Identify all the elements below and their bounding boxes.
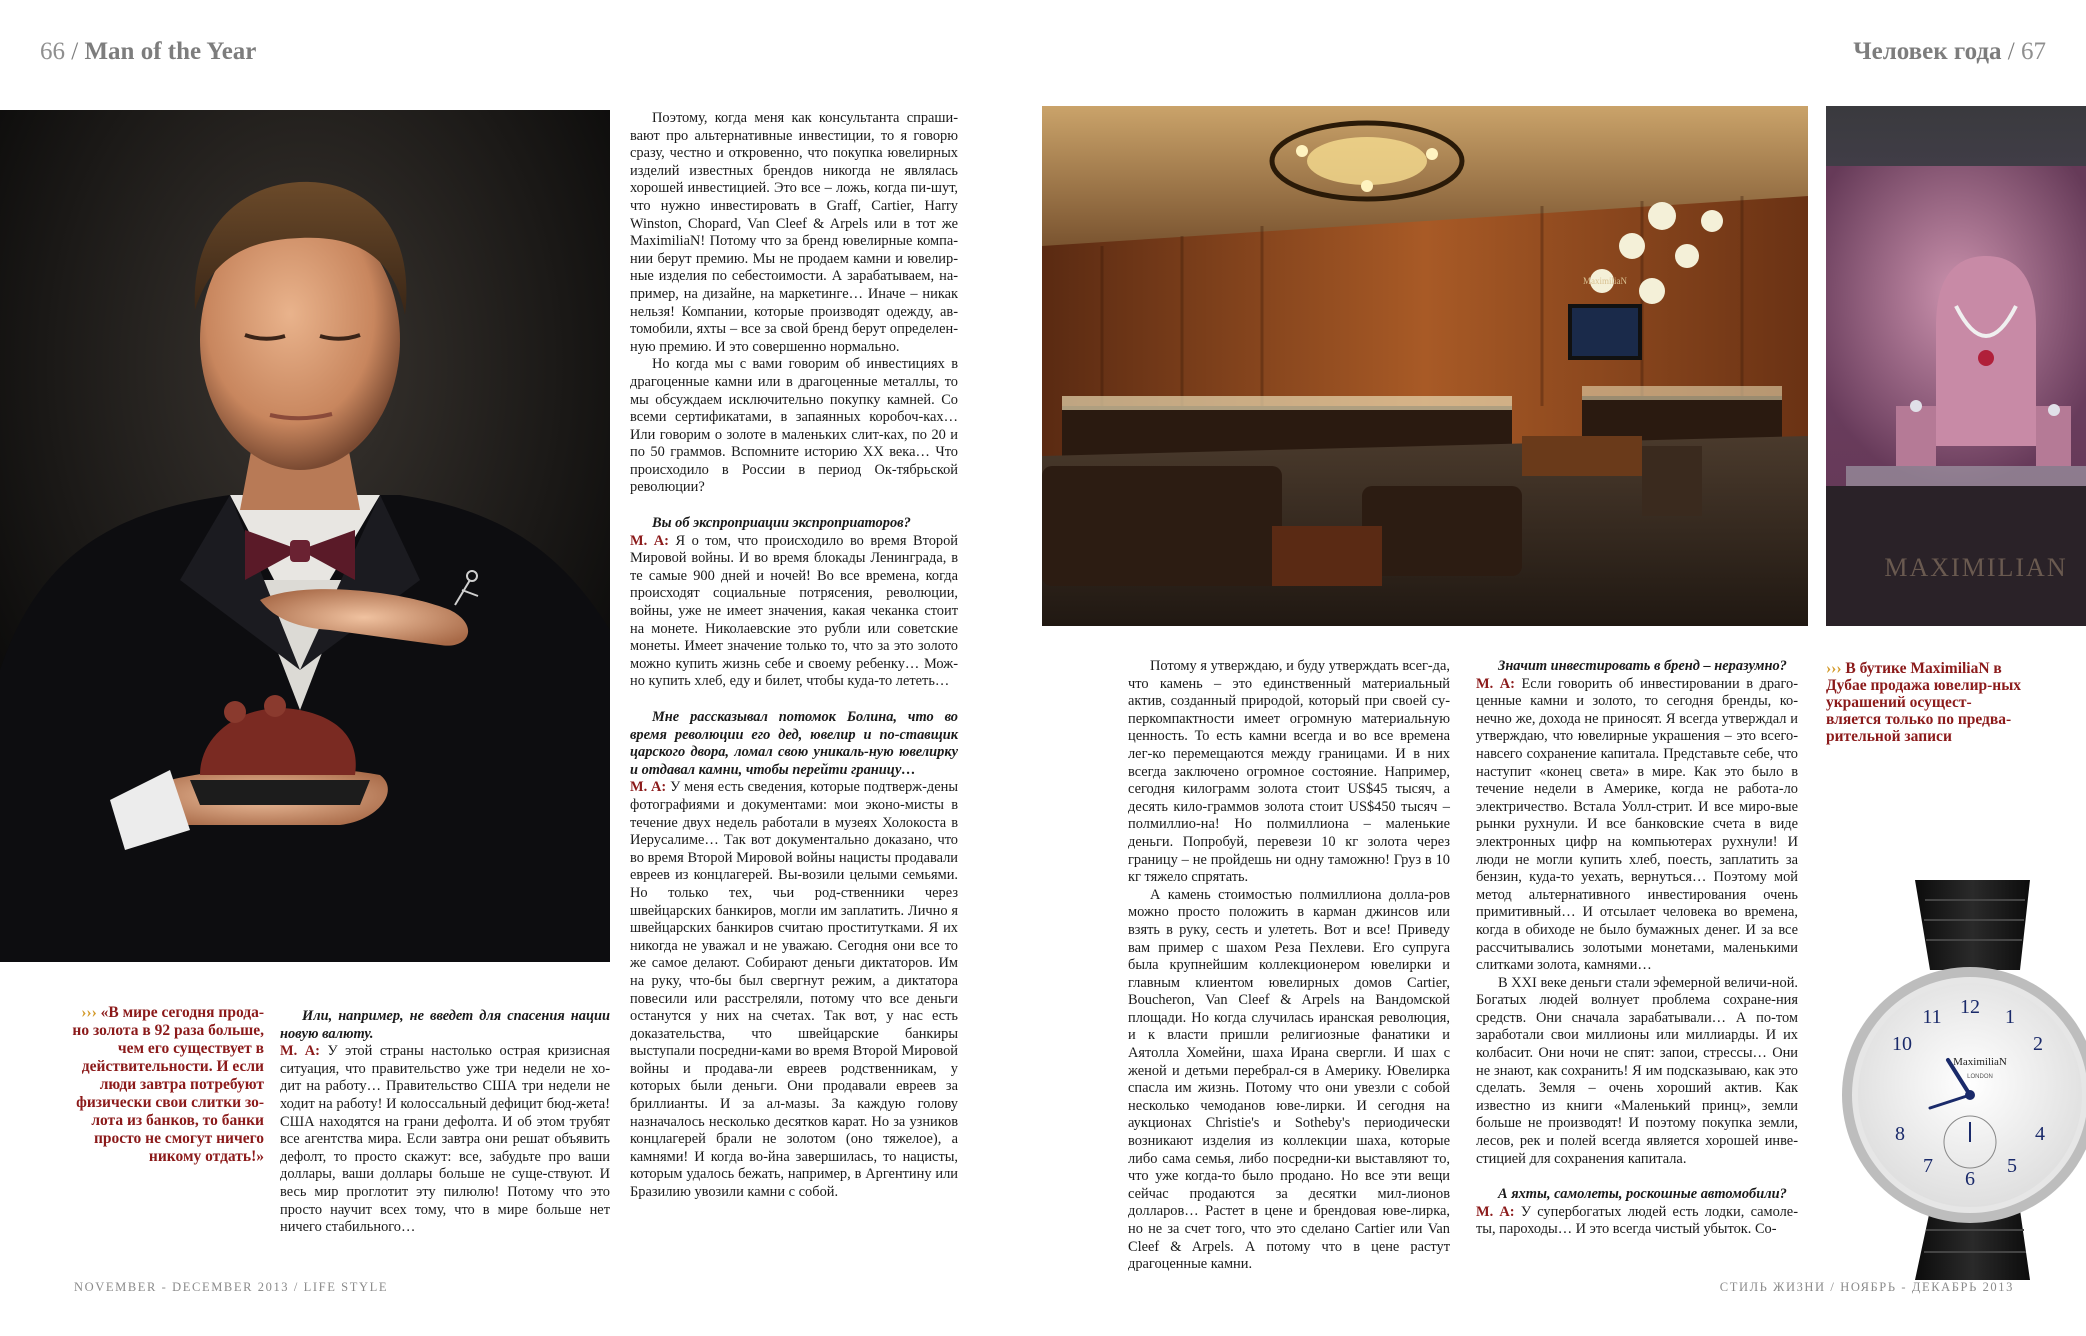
speaker-label: М. А: [280,1043,320,1060]
paragraph: В XXI веке деньги стали эфемерной величи-ной. Богатых людей волнует проблема сохране-ния средств. Они сначала зарабатывали… А по-том заработали свои миллионы или миллиарды. И их колбасит. Они ночи не спят: запои, стрессы… Они не знают, как сохранить! Я им подсказываю, как это сделать. Земля – очень хороший актив. Как известно из книги «Маленький принц», земли больше не производят! И поэтому покупка земли, лесов, рек и полей всегда является хорошей инве-стицией для сохранения капитала. [1476,974,1798,1167]
answer-text: Я о том, что происходило во время Второй Мировой войны. И во время блокады Ленинграда, в те самые 900 дней и ночей! Во все времена, когда происходят социальные потрясения, революции, войны, уже не имеет значения, какая чеканка стоит на монете. Николаевские это рубли или советские монеты. Имеет значение только то, что за это золото можно купить жизнь себе и своему ребенку… Мож-но купить хлеб, еду и билет, чтобы куда-то лететь… [630,532,958,690]
dial-numeral: 5 [2007,1155,2017,1177]
paragraph: А камень стоимостью полмиллиона долла-ров можно просто положить в карман джинсов или взять в руку, сесть и улететь. Вот и все! Приведу вам пример с шахом Реза Пехлеви. Его супруга была крупнейшим коллекционером ювелирки и главным клиентом ювелирных домов Cartier, Boucheron, Van Cleef & Arpels на Вандомской площади. Но когда случилась иранская революция, и к власти пришли религиозные фанатики и Аятолла Хомейни, шаха Ирана свергли. И шах с женой и детьми перебрал-ся в Америку. Ювелирка спасла им жизнь. Потому что они увезли с собой несколько чемоданов юве-лирки. И сегодня на аукционах Christie's и Sotheby's периодически возникают изделия из коллекции шаха, которые либо сама семья, либо посредни-ки выставляют то, что уже когда-то было продано. Но все эти вещи сейчас продаются за десятки мил-лионов долларов… Растет в цене и брендовая юве-лирка, но не за счет того, что это сделано Cartier или Van Cleef & Arpels. А потому что в цене растут драгоценные камни. [1128,886,1450,1273]
text-column-4 [1476,658,1798,1239]
answer-text: У супербогатых людей есть лодки, самоле-ты, пароходы… И это всегда чистый убыток. Со- [1476,1203,1798,1238]
dial-numeral: 2 [2033,1033,2043,1055]
speaker-label: М. А: [630,532,669,549]
vitrine-illustration [1826,106,2086,626]
question: Мне рассказывал потомок Болина, что во время революции его дед, ювелир и по-ставщик царского двора, ломал свою уникаль-ную ювелирку и отдавал камни, чтобы перейти границу… [630,709,958,778]
question: Значит инвестировать в бренд – неразумно? [1498,658,1787,674]
dial-numeral: 1 [2005,1006,2015,1028]
dial-numeral: 7 [1923,1155,1933,1177]
vitrine-brand: MAXIMILIAN [1884,553,2068,582]
chevron-icon: ››› [81,1004,97,1021]
paragraph: Поэтому, когда меня как консультанта спраши-вают про альтернативные инвестиции, то я говорю сразу, честно и откровенно, что покупка ювелирных изделий известных брендов никогда не являлась хорошей инвестицией. Это все – ложь, когда пи-шут, что нужно инвестировать в Graff, Cartier, Harry Winston, Chopard, Van Cleef & Arpels или в тот же MaximiliaN! Потому что за бренд ювелирные компа-нии берут премию. Мы не продаем камни и ювелир-ные изделия по себестоимости. А зарабатываем, на-пример, на дизайне, на маркетинге… Иначе – никак нельзя! Компании, которые производят одежду, ав-томобили, яхты – все за свой бренд берут определен-ную премию. И это совершенно нормально. [630,110,958,355]
pull-quote-text: «В мире сегодня прода-но золота в 92 раза больше, чем его существует в действительности. И если люди завтра потребуют физически свои слитки зо-лота из банков, то банки просто не смогут ничего никому отдать!» [72,1004,264,1165]
dial-numeral: 10 [1892,1033,1912,1055]
speaker-label: М. А: [1476,1203,1515,1220]
right-page-number: 67 [2021,38,2046,65]
showroom-illustration [1042,106,1808,626]
question: Вы об экспроприации экспроприаторов? [652,515,911,532]
text-column-1 [280,1008,610,1237]
paragraph: Потому я утверждаю, и буду утверждать всег-да, что камень – это единственный материальный актив, созданный природой, который при своей су-перкомпактности имеет огромную материальную ценность. То есть камни всегда и во все времена лег-ко перемещаются между границами. И в них всегда заключено огромное состояние. Например, сегодня килограмм золота стоит US$45 тысяч, а десять кило-граммов золота стоит US$450 тысяч – полмиллио-на! Но полмиллиона – маленькие деньги. Попробуй, перевези 10 кг золота через границу – не пройдешь ни одну таможню! Груз в 10 кг тяжело спрятать. [1128,658,1450,886]
answer-text: У меня есть сведения, которые подтверж-дены фотографиями и документами: мои эконо-мисты в течение двух недель работали в музеях Холокоста в Иерусалиме… Так вот документально доказано, что во время Второй Мировой войны нацисты продавали евреев из концлагерей. Вы-возили целыми семьями. Но только тех, чьи род-ственники через швейцарских банкиров, могли им заплатить. Лично я швейцарских банкиров считаю проститутками. Я их никогда не уважал и не уважаю. Сегодня они все то же самое делают. Собирают деньги диктаторов. Им на руку, что-бы был свергнут режим, а диктатора повесили или расстреляли, потому что все деньги останутся у них на счетах. Так вот, у нас есть доказательства, что швейцарские банкиры выступали посредни-ками во время Второй Мировой войны и продава-ли евреев родственникам, у которых были деньги. Они продавали евреев за бриллианты. И за ал-мазы. За каждую голову назначалось несколько десятков карат. Но за узников концлагерей брали не золотом (оно тяжелое), а камнями! И когда во-йна завершилась, то нацисты, которым удалось бежать, например, в Аргентину или Бразилию увозили камни с собой. [630,779,958,1201]
answer-text: Если говорить об инвестировании в драго-ценные камни и золото, то сегодня бренды, ко-нечно же, дохода не приносят. Я всегда утверждал и утверждаю, что ювелирные украшения – это всего-навсего сохранение капитала. Представьте себе, что наступит «конец света» в мире. Как это было в течение недели в Америке, когда не работа-ло электричество. Встала Уолл-стрит. И все миро-вые рынки рухнули. И все банковские счета в виде электронных цифр на компьютерах рухнули! И люди не могли купить хлеб, поесть, заплатить за бензин, куда-то уехать, вернуться… Поэтому мой метод альтернативного инвестирования очень примитивный… И отсылает человека во времена, когда в обиходе не было бумажных денег. И за все рассчитывались золотыми монетами, маленькими слитками золота, камнями… [1476,675,1798,974]
showroom-photo [1042,106,1808,626]
dial-numeral: 6 [1965,1168,1975,1190]
dial-numeral: 8 [1895,1123,1905,1145]
tv-screen [1570,306,1640,358]
left-section-title: Man of the Year [84,38,257,65]
watch-sub: LONDON [1967,1074,1993,1080]
pull-quote [66,1004,264,1166]
wristwatch-icon [1820,880,2086,1280]
dial-numeral: 11 [1922,1006,1942,1028]
right-header-separator: / [2007,38,2015,65]
left-page-header [40,38,256,66]
question: А яхты, самолеты, роскошные автомобили? [1498,1186,1787,1203]
left-header-separator: / [71,38,79,65]
speaker-label: М. А: [630,779,667,796]
right-section-title: Человек года [1853,38,2002,65]
watch-brand: MaximiliaN [1953,1056,2007,1068]
left-footer: NOVEMBER - DECEMBER 2013 / LIFE STYLE [74,1280,389,1294]
left-page-number: 66 [40,38,65,65]
watch-image [1820,880,2086,1280]
speaker-label: М. А: [1476,675,1515,692]
question: Или, например, не введет для спасения нации новую валюту. [280,1008,610,1042]
dial-numeral: 4 [2035,1123,2045,1145]
jewelry-vitrine-photo [1826,106,2086,626]
answer-text: У этой страны настолько острая кризисная ситуация, что правительство уже три недели не хо-дит на работу… Правительство США три недели не ходит на работу! И колоссальный дефицит бюд-жета! США находятся на грани дефолта. И об этом трубят все агентства мира. Если завтра они решат объявить дефолт, то просто скажут: все, забудьте про ваши доллары, ваши доллары больше не суще-ствуют. И весь мир проглотит эту пилюлю! Потому что это просто научит всех тому, что в мире больше нет ничего стабильного… [280,1043,610,1236]
photo-caption [1826,660,2026,745]
chevron-icon: ››› [1826,660,1842,677]
right-page-header [1853,38,2046,66]
dial-numeral: 12 [1960,996,1980,1018]
right-footer: СТИЛЬ ЖИЗНИ / НОЯБРЬ - ДЕКАБРЬ 2013 [1719,1280,2014,1294]
text-column-2 [630,110,958,1202]
portrait-photo [0,110,610,962]
caption-text: В бутике MaximiliaN в Дубае продажа ювелир-ных украшений осущест-вляется только по предва-рительной записи [1826,660,2022,745]
paragraph: Но когда мы с вами говорим об инвестициях в драгоценные камни или в драгоценные металлы, то мы обсуждаем исключительно покупку камней. Со всеми сертификатами, в запаянных коробоч-ках… Или говорим о золоте в маленьких слит-ках, по 20 и по 50 граммов. Вспомните историю XX века… Что происходило в России в период Ок-тябрьской революции? [630,356,958,496]
portrait-illustration [0,110,610,962]
text-column-3 [1128,658,1450,1274]
tv-brand: MaximiliaN [1583,276,1627,286]
